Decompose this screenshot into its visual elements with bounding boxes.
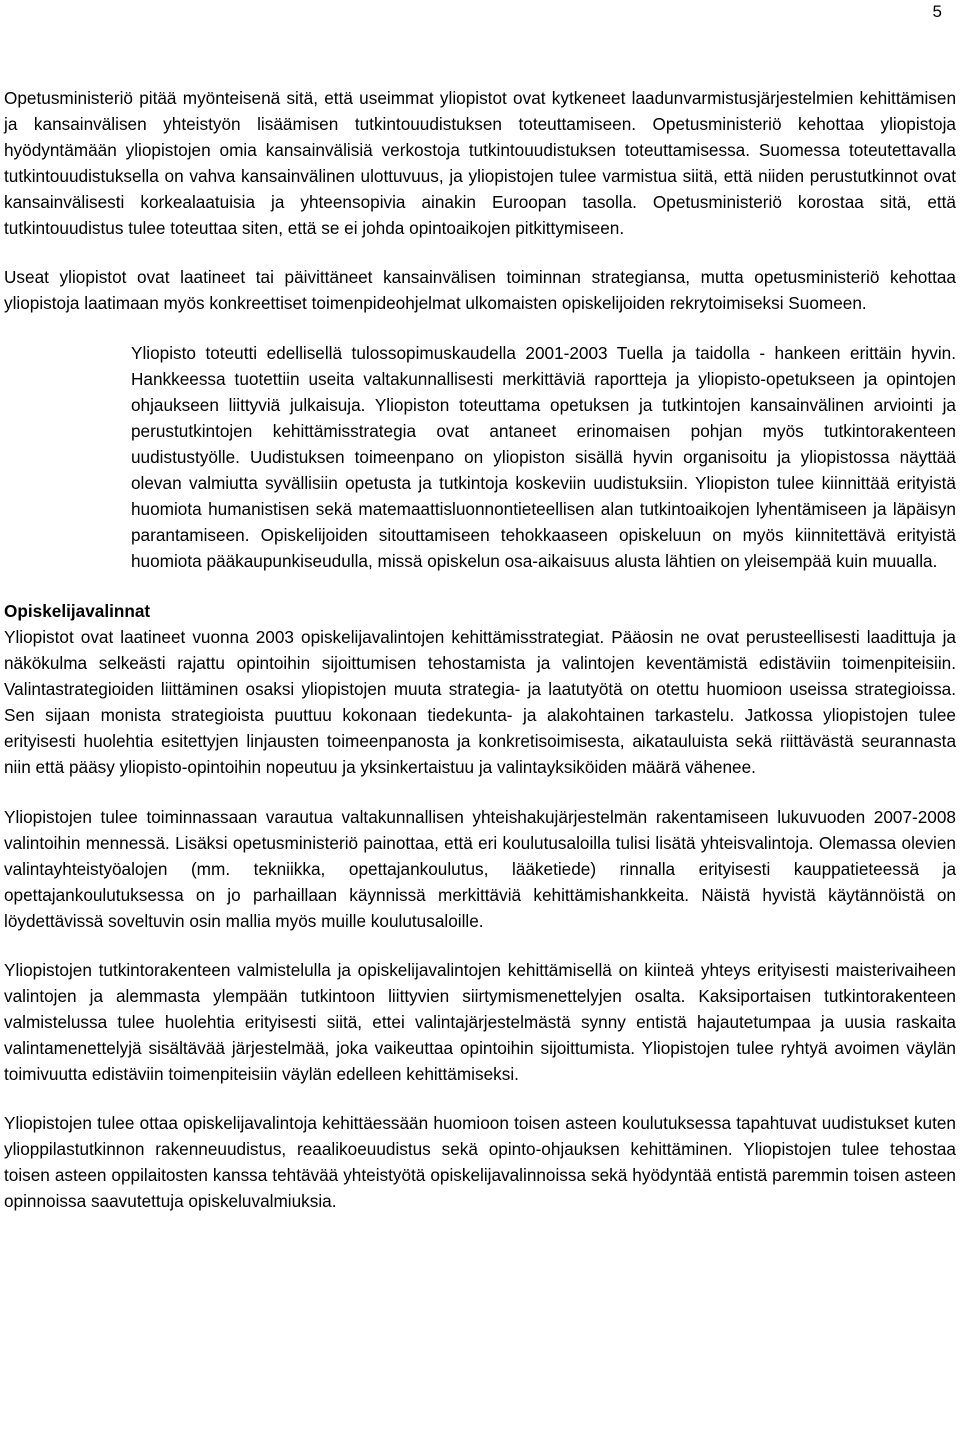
paragraph-degree-structure: Yliopistojen tutkintorakenteen valmistelulla ja opiskelijavalintojen kehittämisellä on kiinteä yhteys erityisesti maisterivaiheen valintojen ja alemmasta ylempään tutkintoon liittyvien siirtymismenettelyjen osalta. Kaksiportaisen tutkintorakenteen valmistelussa tulee huolehtia erityisesti siitä, ettei valintajärjestelmästä synny entistä hajautetumpaa ja uusia raskaita valintamenettelyjä sisältävää järjestelmää, joka vaikeuttaa opintoihin sijoittumista. Yliopistojen tulee ryhtyä avoimen väylän toimivuutta edistäviin toimenpiteisiin väylän edelleen kehittämiseksi. — [4, 960, 956, 1084]
paragraph-joint-application-system: Yliopistojen tulee toiminnassaan varautua valtakunnallisen yhteishakujärjestelmän rakentamiseen lukuvuoden 2007-2008 valintoihin mennessä. Lisäksi opetusministeriö painottaa, että eri koulutusaloilla tulisi lisätä yhteisvalintoja. Olemassa olevien valintayhteistyöalojen (mm. tekniikka, opettajankoulutus, lääketiede) rinnalla erityisesti kauppatieteessä ja opettajankoulutuksessa on jo parhaillaan käynnissä merkittäviä kehittämishankkeita. Näistä hyvistä käytännöistä on löydettävissä soveltuvin osin mallia myös muille koulutusaloille. — [4, 807, 956, 931]
section-heading-student-selection: Opiskelijavalinnat — [4, 601, 151, 621]
paragraph-quality-assurance: Opetusministeriö pitää myönteisenä sitä, että useimmat yliopistot ovat kytkeneet laadunvarmistusjärjestelmien kehittämisen ja kansainvälisen yhteistyön lisäämisen tutkintouudistuksen toteuttamiseen. Opetusministeriö kehottaa yliopistoja hyödyntämään yliopistojen omia kansainvälisiä verkostoja tutkintouudistuksen toteuttamisessa. Suomessa toteutettavalla tutkintouudistuksella on vahva kansainvälinen ulottuvuus, ja yliopistojen tulee varmistua siitä, että niiden perustutkinnot ovat kansainvälisesti korkealaatuisia ja yhteensopivia ainakin Euroopan tasolla. Opetusministeriö korostaa sitä, että tutkintouudistus tulee toteuttaa siten, että se ei johda opintoaikojen pitkittymiseen. — [4, 88, 956, 238]
paragraph-selection-strategies: Yliopistot ovat laatineet vuonna 2003 opiskelijavalintojen kehittämisstrategiat. Pääosin ne ovat perusteellisesti laadittuja ja näkökulma selkeästi rajattu opintoihin sijoittumisen tehostamista ja valintojen keventämistä edistäviin toimenpiteisiin. Valintastrategioiden liittäminen osaksi yliopistojen muuta strategia- ja laatutyötä on otettu huomioon useissa strategioissa. Sen sijaan monista strategioista puuttuu kokonaan tiedekunta- ja alakohtainen tarkastelu. Jatkossa yliopistojen tulee erityisesti huolehtia esitettyjen linjausten toimeenpanosta ja konkretisoimisesta, aikatauluista sekä riittävästä seurannasta niin että pääsy yliopisto-opintoihin nopeutuu ja yksinkertaistuu ja valintayksiköiden määrä vähenee. — [4, 627, 956, 777]
document-body — [4, 85, 956, 1214]
page-number: 5 — [932, 2, 942, 21]
paragraph-international-strategy: Useat yliopistot ovat laatineet tai päivittäneet kansainvälisen toiminnan strategiansa, mutta opetusministeriö kehottaa yliopistoja laatimaan myös konkreettiset toimenpideohjelmat ulkomaisten opiskelijoiden rekrytoimiseksi Suomeen. — [4, 267, 956, 313]
paragraph-secondary-education: Yliopistojen tulee ottaa opiskelijavalintoja kehittäessään huomioon toisen asteen koulutuksessa tapahtuvat uudistukset kuten ylioppilastutkinnon rakenneuudistus, reaalikoeuudistus sekä opinto-ohjauksen kehittäminen. Yliopistojen tulee tehostaa toisen asteen oppilaitosten kanssa tehtävää yhteistyötä opiskelijavalinnoissa sekä hyödyntää entistä paremmin toisen asteen opinnoissa saavutettuja opiskeluvalmiuksia. — [4, 1113, 956, 1211]
university-specific-feedback: Yliopisto toteutti edellisellä tulossopimuskaudella 2001-2003 Tuella ja taidolla - hankeen erittäin hyvin. Hankkeessa tuotettiin useita valtakunnallisesti merkittäviä raportteja ja yliopisto-opetukseen ja opintojen ohjaukseen liittyviä julkaisuja. Yliopiston toteuttama opetuksen ja tutkintojen kansainvälinen arviointi ja perustutkintojen kehittämisstrategia ovat antaneet erinomaisen pohjan myös tutkintorakenteen uudistustyölle. Uudistuksen toimeenpano on yliopiston sisällä hyvin organisoitu ja yliopistossa näyttää olevan valmiutta syvällisiin opetusta ja tutkintoja koskeviin uudistuksiin. Yliopiston tulee kiinnittää erityistä huomiota humanistisen sekä matemaattisluonnontieteellisen alan tutkintoaikojen lyhentämiseen ja läpäisyn parantamiseen. Opiskelijoiden sitouttamiseen tehokkaaseen opiskeluun on myös kiinnitettävä erityistä huomiota pääkaupunkiseudulla, missä opiskelun osa-aikaisuus alusta lähtien on yleisempää kuin muualla. — [131, 343, 956, 571]
